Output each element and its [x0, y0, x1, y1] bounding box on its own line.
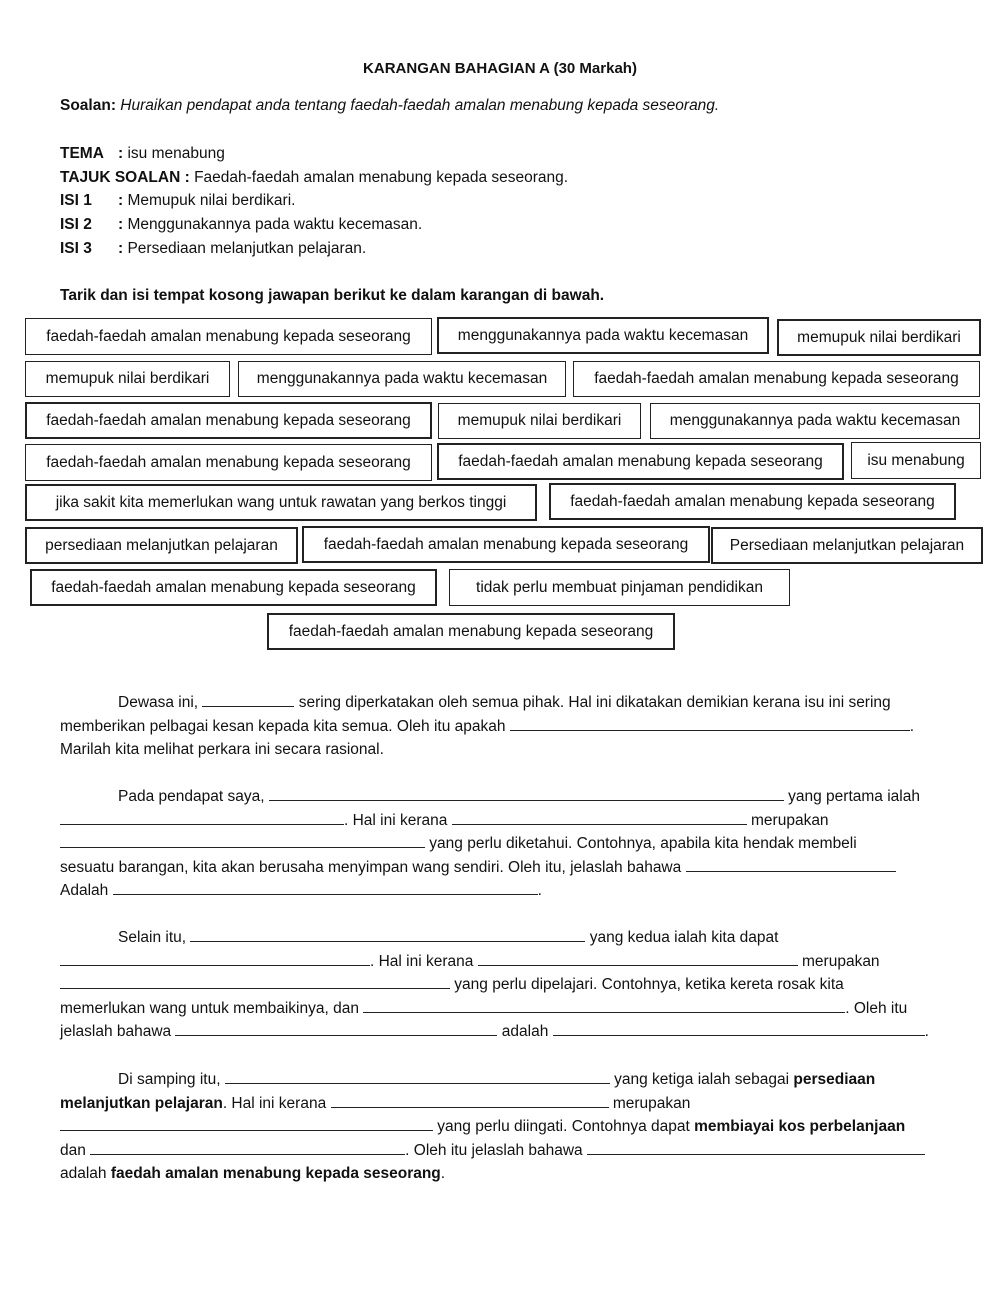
outline-tajuk: TAJUK SOALAN : Faedah-faedah amalan menabung kepada seseorang. [60, 169, 569, 186]
outline-tema: TEMA : isu menabung [60, 145, 225, 162]
answer-chip[interactable]: jika sakit kita memerlukan wang untuk rawatan yang berkos tinggi [25, 484, 537, 521]
answer-blank[interactable] [60, 952, 370, 966]
answer-blank[interactable] [225, 1070, 610, 1084]
answer-chip[interactable]: tidak perlu membuat pinjaman pendidikan [449, 569, 790, 606]
essay-paragraph-3: Selain itu, yang kedua ialah kita dapat . Hal ini kerana merupakan yang perlu dipelajari. Contohnya, ketika kereta rosak kita memerlukan wang untuk membaikinya, dan . Oleh itu jelaslah bahawa adalah . [60, 929, 929, 1040]
outline-isi-3: ISI 3 : Persediaan melanjutkan pelajaran. [60, 240, 367, 257]
answer-chip[interactable]: memupuk nilai berdikari [25, 361, 230, 397]
answer-blank[interactable] [60, 811, 344, 825]
question-line [60, 97, 719, 115]
answer-blank[interactable] [269, 787, 784, 801]
answer-blank[interactable] [190, 928, 585, 942]
answer-blank[interactable] [686, 858, 896, 872]
answer-chip[interactable]: memupuk nilai berdikari [777, 319, 981, 356]
answer-chip[interactable]: faedah-faedah amalan menabung kepada seseorang [25, 444, 432, 481]
answer-blank[interactable] [60, 834, 425, 848]
outline-label: TEMA [60, 145, 104, 162]
instruction: Tarik dan isi tempat kosong jawapan berikut ke dalam karangan di bawah. [60, 287, 605, 304]
answer-blank[interactable] [331, 1094, 609, 1108]
answer-chip[interactable]: faedah-faedah amalan menabung kepada seseorang [302, 526, 710, 563]
answer-blank[interactable] [60, 975, 450, 989]
answer-blank[interactable] [553, 1022, 925, 1036]
outline-label: ISI 2 [60, 216, 92, 233]
essay-paragraph-2: Pada pendapat saya, yang pertama ialah . Hal ini kerana merupakan yang perlu diketahui. Contohnya, apabila kita hendak membeli sesuatu barangan, kita akan berusaha menyimpan wang sendiri. Oleh itu, jelaslah bahawa Adalah . [60, 788, 920, 899]
answer-chip[interactable]: memupuk nilai berdikari [438, 403, 641, 439]
answer-chip[interactable]: menggunakannya pada waktu kecemasan [650, 403, 980, 439]
outline-text: Faedah-faedah amalan menabung kepada seseorang. [194, 169, 569, 186]
answer-blank[interactable] [363, 999, 845, 1013]
page-title: KARANGAN BAHAGIAN A (30 Markah) [363, 60, 637, 77]
answer-chip[interactable]: menggunakannya pada waktu kecemasan [238, 361, 566, 397]
answer-chip[interactable]: faedah-faedah amalan menabung kepada seseorang [437, 443, 844, 480]
outline-label: TAJUK SOALAN [60, 169, 181, 186]
outline-label: ISI 3 [60, 240, 92, 257]
outline-text: Persediaan melanjutkan pelajaran. [127, 240, 367, 257]
answer-chip[interactable]: menggunakannya pada waktu kecemasan [437, 317, 769, 354]
answer-blank[interactable] [60, 1117, 433, 1131]
outline-label: ISI 1 [60, 192, 92, 209]
answer-chip[interactable]: faedah-faedah amalan menabung kepada seseorang [30, 569, 437, 606]
answer-chip[interactable]: faedah-faedah amalan menabung kepada seseorang [549, 483, 956, 520]
outline-isi-2: ISI 2 : Menggunakannya pada waktu kecemasan. [60, 216, 423, 233]
answer-chip[interactable]: faedah-faedah amalan menabung kepada seseorang [25, 402, 432, 439]
answer-chip[interactable]: isu menabung [851, 442, 981, 479]
answer-chip[interactable]: persediaan melanjutkan pelajaran [25, 527, 298, 564]
essay-paragraph-4: Di samping itu, yang ketiga ialah sebagai persediaan melanjutkan pelajaran. Hal ini kerana merupakan yang perlu diingati. Contohnya dapat membiayai kos perbelanjaan dan . Oleh itu jelaslah bahawa adalah faedah amalan menabung kepada seseorang. [60, 1068, 940, 1186]
answer-blank[interactable] [90, 1141, 405, 1155]
outline-text: isu menabung [127, 145, 225, 162]
answer-blank[interactable] [113, 881, 538, 895]
answer-chip[interactable]: Persediaan melanjutkan pelajaran [711, 527, 983, 564]
question-label: Soalan: [60, 97, 116, 114]
outline-text: Memupuk nilai berdikari. [127, 192, 296, 209]
answer-chip[interactable]: faedah-faedah amalan menabung kepada seseorang [573, 361, 980, 397]
outline-isi-1: ISI 1 : Memupuk nilai berdikari. [60, 192, 296, 209]
essay-paragraph-1: Dewasa ini, sering diperkatakan oleh semua pihak. Hal ini dikatakan demikian kerana isu ini sering memberikan pelbagai kesan kepada kita semua. Oleh itu apakah . Marilah kita melihat perkara ini secara rasional. [60, 694, 915, 758]
outline-text: Menggunakannya pada waktu kecemasan. [127, 216, 423, 233]
answer-blank[interactable] [175, 1022, 497, 1036]
answer-chip[interactable]: faedah-faedah amalan menabung kepada seseorang [267, 613, 675, 650]
answer-chip[interactable]: faedah-faedah amalan menabung kepada seseorang [25, 318, 432, 355]
answer-blank[interactable] [452, 811, 747, 825]
answer-blank[interactable] [510, 717, 910, 731]
answer-blank[interactable] [478, 952, 798, 966]
answer-blank[interactable] [202, 693, 294, 707]
question-text: Huraikan pendapat anda tentang faedah-faedah amalan menabung kepada seseorang. [120, 97, 720, 114]
answer-blank[interactable] [587, 1141, 925, 1155]
